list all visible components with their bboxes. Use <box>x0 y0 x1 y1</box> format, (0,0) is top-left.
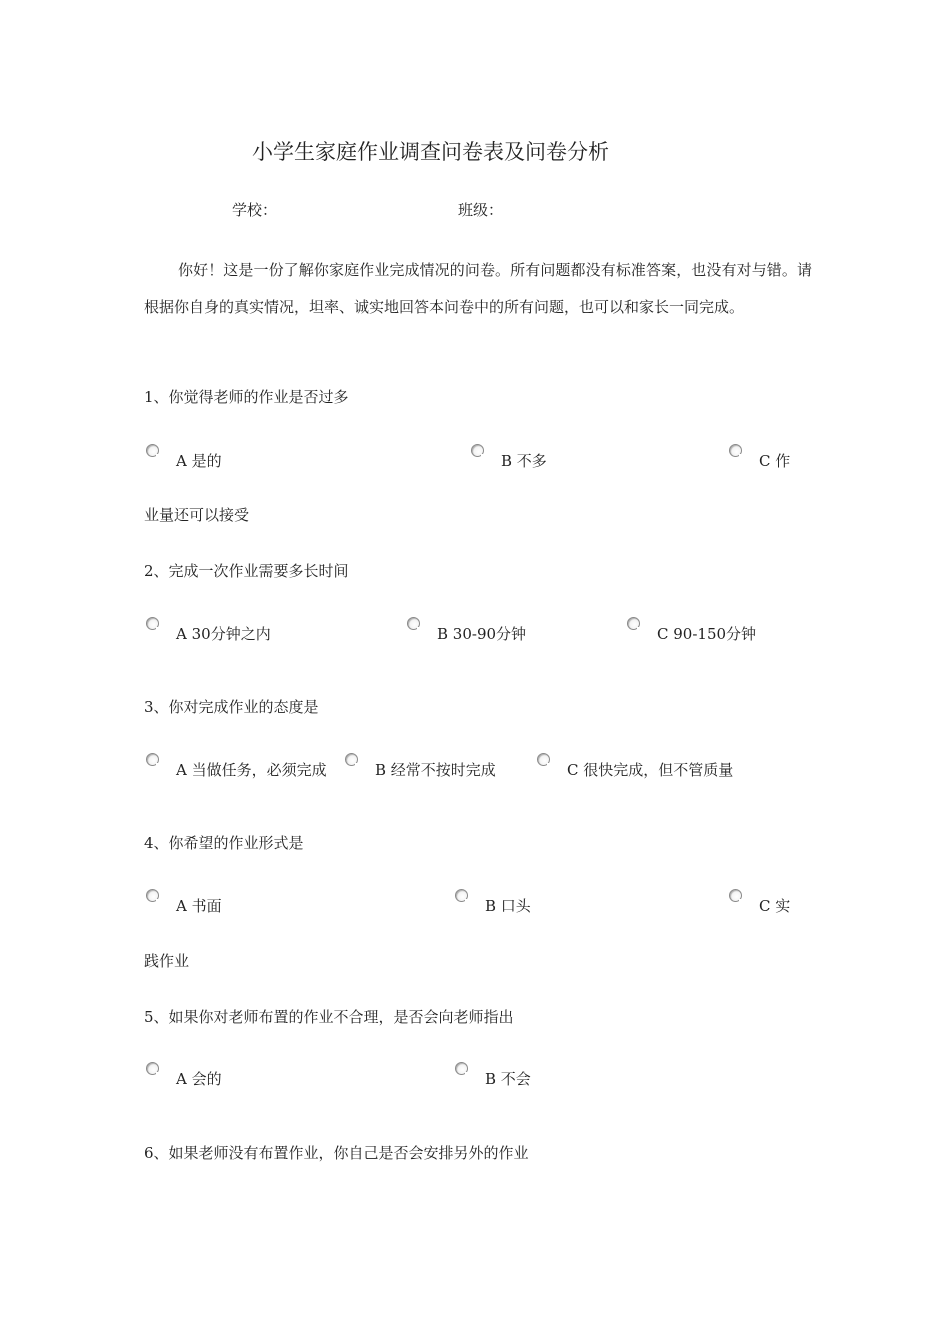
radio-q4-b[interactable] <box>455 889 468 902</box>
option-q2-b: B 30-90分钟 <box>437 625 527 643</box>
radio-q5-b[interactable] <box>455 1062 468 1075</box>
question-6: 6、如果老师没有布置作业，你自己是否会安排另外的作业 <box>144 1144 529 1162</box>
option-q4-a: A 书面 <box>176 897 222 915</box>
question-3: 3、你对完成作业的态度是 <box>144 698 319 716</box>
radio-q4-a[interactable] <box>146 889 159 902</box>
option-q3-b: B 经常不按时完成 <box>375 761 496 779</box>
radio-q2-b[interactable] <box>407 617 420 630</box>
radio-q4-c[interactable] <box>729 889 742 902</box>
radio-q1-b[interactable] <box>471 444 484 457</box>
question-4: 4、你希望的作业形式是 <box>144 834 304 852</box>
radio-q3-b[interactable] <box>345 753 358 766</box>
option-q5-a: A 会的 <box>176 1070 222 1088</box>
radio-q2-c[interactable] <box>627 617 640 630</box>
school-field-label: 学校： <box>232 201 278 219</box>
page-title: 小学生家庭作业调查问卷表及问卷分析 <box>252 140 609 164</box>
option-q2-a: A 30分钟之内 <box>176 625 271 643</box>
option-q1-c-continuation: 业量还可以接受 <box>144 506 250 524</box>
option-q5-b: B 不会 <box>485 1070 531 1088</box>
question-2: 2、完成一次作业需要多长时间 <box>144 562 349 580</box>
option-q1-c: C 作 <box>759 452 791 470</box>
radio-q1-a[interactable] <box>146 444 159 457</box>
radio-q5-a[interactable] <box>146 1062 159 1075</box>
question-5: 5、如果你对老师布置的作业不合理，是否会向老师指出 <box>144 1008 514 1026</box>
class-field-label: 班级： <box>458 201 504 219</box>
radio-q2-a[interactable] <box>146 617 159 630</box>
option-q2-c: C 90-150分钟 <box>657 625 757 643</box>
option-q1-b: B 不多 <box>501 452 547 470</box>
option-q4-c-continuation: 践作业 <box>144 952 190 970</box>
radio-q1-c[interactable] <box>729 444 742 457</box>
option-q1-a: A 是的 <box>176 452 222 470</box>
question-1: 1、你觉得老师的作业是否过多 <box>144 388 349 406</box>
option-q4-b: B 口头 <box>485 897 531 915</box>
option-q4-c: C 实 <box>759 897 791 915</box>
option-q3-c: C 很快完成，但不管质量 <box>567 761 734 779</box>
option-q3-a: A 当做任务，必须完成 <box>176 761 327 779</box>
radio-q3-c[interactable] <box>537 753 550 766</box>
intro-paragraph: 你好！这是一份了解你家庭作业完成情况的问卷。所有问题都没有标准答案，也没有对与错。请根据你自身的真实情况，坦率、诚实地回答本问卷中的所有问题，也可以和家长一同完成。 <box>144 261 812 316</box>
radio-q3-a[interactable] <box>146 753 159 766</box>
